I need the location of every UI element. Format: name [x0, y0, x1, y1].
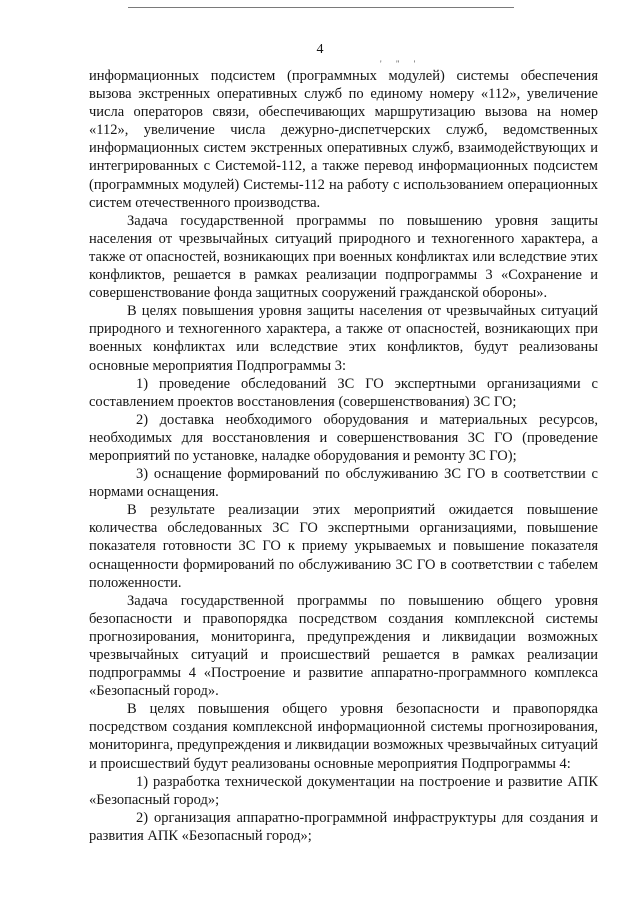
list-item-1: 1) проведение обследований ЗС ГО экспертными организациями с составлением проектов восстановления (совершенствования) ЗС ГО;	[89, 375, 598, 410]
paragraph-3: В целях повышения уровня защиты населения от чрезвычайных ситуаций природного и техногенного характера, а также от опасностей, возникающих при военных конфликтах или вследствие этих конфликтов, будут реализованы основные мероприятия Подпрограммы 3:	[89, 303, 598, 374]
list-item-2: 2) доставка необходимого оборудования и материальных ресурсов, необходимых для восстановления и совершенствования ЗС ГО (проведение мероприятий по установке, наладке оборудования и ремонту ЗС ГО);	[89, 411, 598, 464]
paragraph-6: В целях повышения общего уровня безопасности и правопорядка посредством создания комплексной информационной системы прогнозирования, мониторинга, предупреждения и ликвидации возможных чрезвычайных ситуаций и происшествий будут реализованы основные мероприятия Подпрограммы 4:	[89, 701, 598, 772]
scan-edge-line	[128, 7, 514, 8]
list-item-5: 2) организация аппаратно-программной инфраструктуры для создания и развития АПК «Безопасный город»;	[89, 809, 598, 844]
scan-artifact-marks: ' " '	[380, 59, 422, 69]
list-item-3: 3) оснащение формирований по обслуживанию ЗС ГО в соответствии с нормами оснащения.	[89, 466, 598, 501]
page-number: 4	[316, 42, 324, 57]
paragraph-2: Задача государственной программы по повышению уровня защиты населения от чрезвычайных ситуаций природного и техногенного характера, а также от опасностей, возникающих при военных конфликтах или вследствие этих конфликтов, решается в рамках реализации подпрограммы 3 «Сохранение и совершенствование фонда защитных сооружений гражданской обороны».	[89, 212, 598, 302]
document-body	[89, 67, 598, 845]
paragraph-1: информационных подсистем (программных модулей) системы обеспечения вызова экстренных оперативных служб по единому номеру «112», увеличение числа операторов связи, обеспечивающих маршрутизацию вызова на номер «112», увеличение числа дежурно-диспетчерских служб, ведомственных информационных систем экстренных оперативных служб, взаимодействующих и интегрированных с Системой-112, а также перевод информационных подсистем (программных модулей) Системы-112 на работу с использованием операционных систем отечественного производства.	[89, 68, 598, 211]
list-item-4: 1) разработка технической документации на построение и развитие АПК «Безопасный город»;	[89, 773, 598, 808]
paragraph-5: Задача государственной программы по повышению общего уровня безопасности и правопорядка посредством создания комплексной системы прогнозирования, мониторинга, предупреждения и ликвидации возможных чрезвычайных ситуаций и происшествий решается в рамках реализации подпрограммы 4 «Построение и развитие аппаратно-программного комплекса «Безопасный город».	[89, 592, 598, 700]
paragraph-4: В результате реализации этих мероприятий ожидается повышение количества обследованных ЗС ГО экспертными организациями, повышение показателя готовности ЗС ГО к приему укрываемых и повышение показателя оснащенности формирований по обслуживанию ЗС ГО в соответствии с табелем положенности.	[89, 502, 598, 591]
